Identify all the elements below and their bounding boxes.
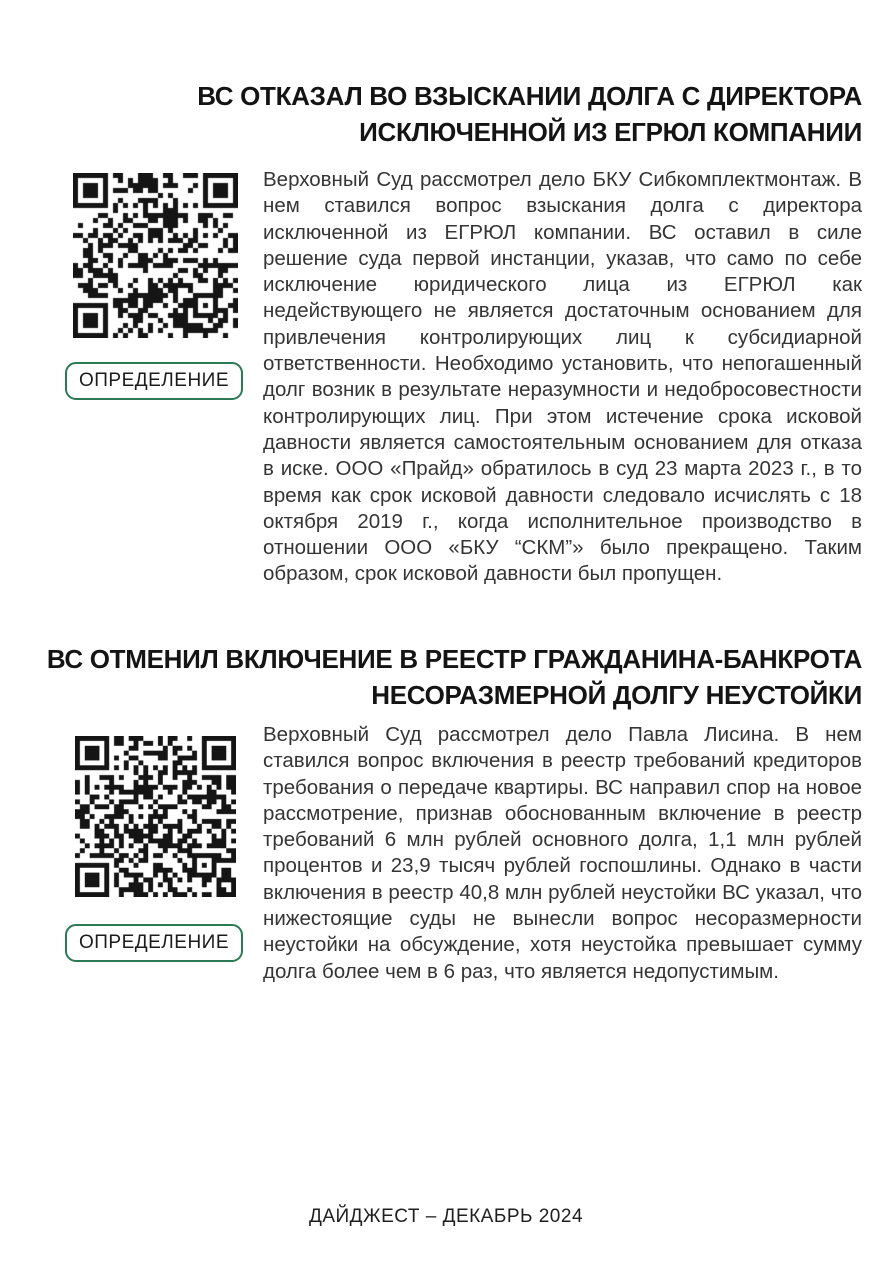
page-footer: ДАЙДЖЕСТ – ДЕКАБРЬ 2024 — [308, 1206, 584, 1227]
section-2-body: Верховный Суд рассмотрел дело Павла Лисина. В нем ставился вопрос включения в реестр требований кредиторов требования о передаче квартиры. ВС направил спор на новое рассмотрение, признав обоснованным включение в реестр требований 6 млн рублей основного долга, 1,1 млн рублей процентов и 23,9 тысяч рублей госпошлины. Однако в части включения в реестр 40,8 млн рублей неустойки ВС указал, что нижестоящие суды не вынесли вопрос несоразмерности неустойки на обсуждение, хотя неустойка превышает сумму долга более чем в 6 раз, что является недопустимым. — [263, 723, 862, 983]
section-1-body: Верховный Суд рассмотрел дело БКУ Сибкомплектмонтаж. В нем ставился вопрос взыскания долга с директора исключенной из ЕГРЮЛ компании. ВС оставил в силе решение суда первой инстанции, указав, что само по себе исключение юридического лица из ЕГРЮЛ как недействующего не является достаточным основанием для привлечения контролирующих лиц к субсидиарной ответственности. Необходимо установить, что непогашенный долг возник в результате неразумности и недобросовестности контролирующих лиц. При этом истечение срока исковой давности является самостоятельным основанием для отказа в иске. ООО «Прайд» обратилось в суд 23 марта 2023 г., в то время как срок исковой давности следовало исчислять с 18 октября 2019 г., когда исполнительное производство в отношении ООО «БКУ “СКМ”» было прекращено. Таким образом, срок исковой давности был пропущен. — [263, 168, 862, 586]
qr-code-2 — [75, 736, 236, 897]
determination-badge-1 — [65, 362, 243, 400]
section-2-title — [40, 641, 862, 713]
section-1-title — [40, 78, 862, 150]
determination-badge-1-label: ОПРЕДЕЛЕНИЕ — [78, 370, 229, 391]
determination-badge-2 — [65, 924, 243, 962]
section-2-title-line-2: НЕСОРАЗМЕРНОЙ ДОЛГУ НЕУСТОЙКИ — [371, 680, 862, 710]
section-1-title-line-1: ВС ОТКАЗАЛ ВО ВЗЫСКАНИИ ДОЛГА С ДИРЕКТОРА — [197, 81, 862, 111]
section-1-title-line-2: ИСКЛЮЧЕННОЙ ИЗ ЕГРЮЛ КОМПАНИИ — [359, 117, 862, 147]
section-2-title-line-1: ВС ОТМЕНИЛ ВКЛЮЧЕНИЕ В РЕЕСТР ГРАЖДАНИНА-БАНКРОТА — [46, 644, 862, 674]
qr-code-1 — [73, 173, 238, 338]
determination-badge-2-label: ОПРЕДЕЛЕНИЕ — [78, 932, 229, 953]
